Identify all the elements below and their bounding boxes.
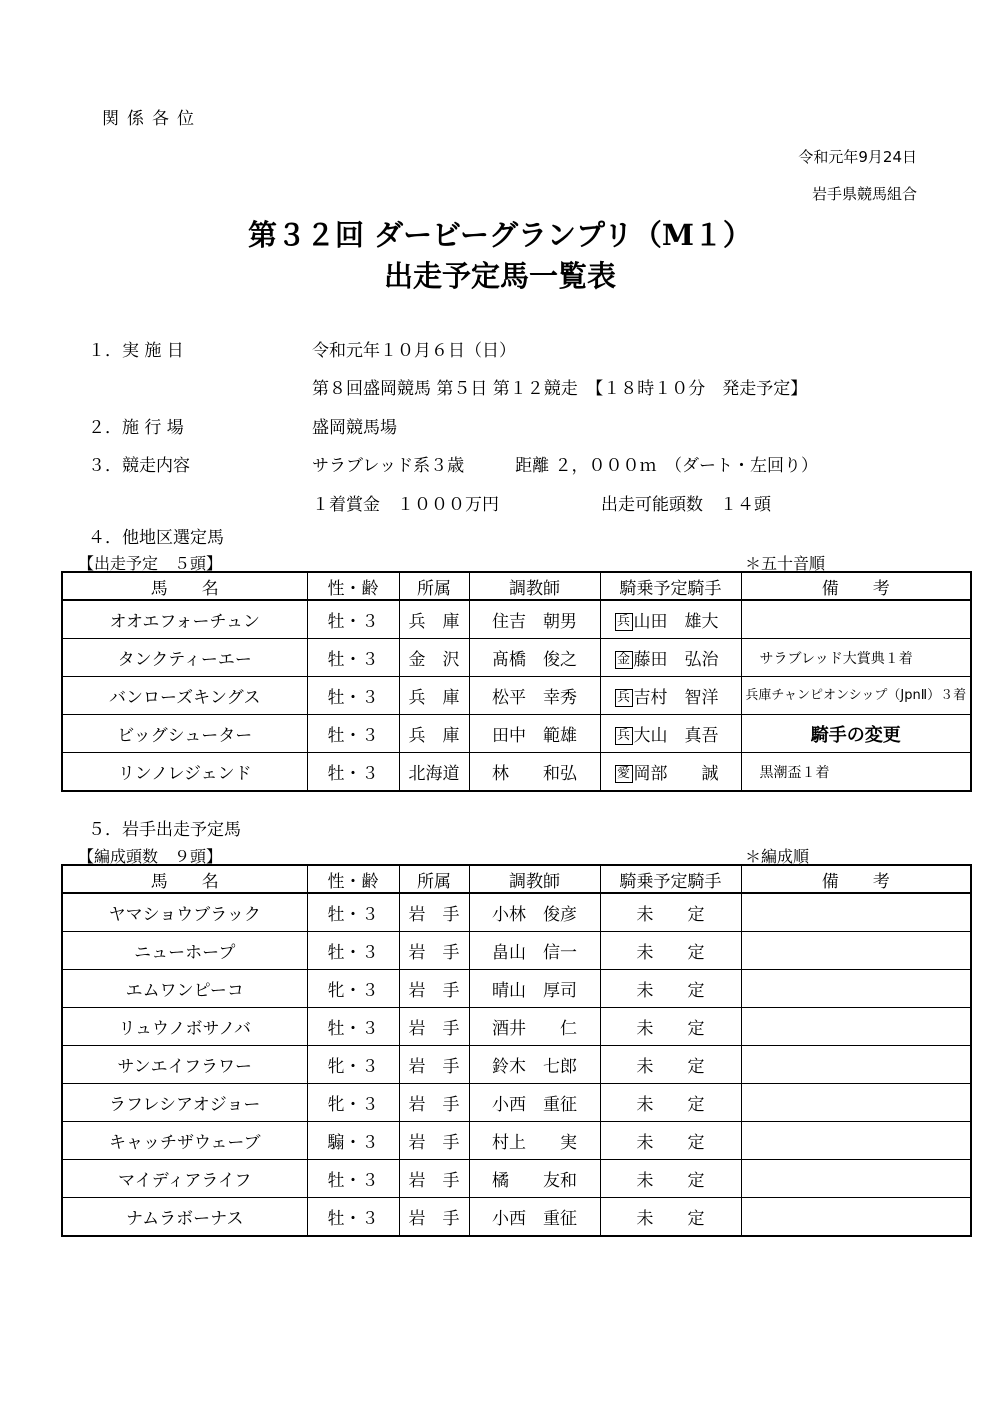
- remarks: [741, 1084, 971, 1122]
- trainer: 橘 友和: [469, 1160, 600, 1198]
- sex-age: 牡・３: [307, 893, 399, 932]
- horse-name: ナムラボーナス: [62, 1198, 307, 1237]
- trainer: 村上 実: [469, 1122, 600, 1160]
- organization: 岩手県競馬組合: [811, 185, 917, 203]
- affiliation: 兵 庫: [399, 677, 469, 715]
- sex-age: 牝・３: [307, 970, 399, 1008]
- section5-subheading: 【編成頭数 ９頭】: [78, 847, 223, 866]
- sex-age: 牡・３: [307, 677, 399, 715]
- horse-name: リンノレジェンド: [62, 753, 307, 792]
- affiliation: 岩 手: [399, 970, 469, 1008]
- region-badge: 愛: [615, 765, 633, 783]
- date-value: 令和元年１０月６日（日）: [312, 341, 516, 361]
- remarks: [741, 1160, 971, 1198]
- remarks: サラブレッド大賞典１着: [741, 639, 971, 677]
- horse-name: キャッチザウェーブ: [62, 1122, 307, 1160]
- region-badge: 兵: [615, 727, 633, 745]
- region-badge: 兵: [615, 613, 633, 631]
- sex-age: 牝・３: [307, 1046, 399, 1084]
- venue-label: ２．施 行 場: [88, 418, 184, 438]
- sex-age: 牝・３: [307, 1084, 399, 1122]
- jockey: 藤田 弘治: [633, 650, 719, 670]
- affiliation: 兵 庫: [399, 715, 469, 753]
- section4-subheading: 【出走予定 ５頭】: [78, 554, 223, 573]
- table-row: [62, 753, 971, 792]
- trainer: 林 和弘: [469, 753, 600, 792]
- horse-name: エムワンピーコ: [62, 970, 307, 1008]
- sex-age: 牡・３: [307, 600, 399, 639]
- table-row: [62, 1198, 971, 1237]
- remarks: [741, 1008, 971, 1046]
- affiliation: 岩 手: [399, 1008, 469, 1046]
- addressee: 関係各位: [102, 109, 202, 129]
- iwate-horses-table: [61, 864, 972, 1237]
- jockey: 未 定: [600, 893, 741, 932]
- affiliation: 北海道: [399, 753, 469, 792]
- section5-heading: ５．岩手出走予定馬: [88, 820, 241, 840]
- table-row: [62, 1160, 971, 1198]
- table-row: [62, 600, 971, 639]
- trainer: 小西 重征: [469, 1198, 600, 1237]
- col-header-trainer: 調教師: [469, 572, 600, 600]
- table-header-row: [62, 572, 971, 600]
- table-row: [62, 1046, 971, 1084]
- jockey-cell: [600, 677, 741, 715]
- content-value: サラブレッド系３歳 距離 ２，０００ｍ （ダート・左回り）: [312, 456, 819, 476]
- horse-name: ニューホープ: [62, 932, 307, 970]
- horse-name: リュウノボサノバ: [62, 1008, 307, 1046]
- jockey: 未 定: [600, 1084, 741, 1122]
- trainer: 田中 範雄: [469, 715, 600, 753]
- horse-name: サンエイフラワー: [62, 1046, 307, 1084]
- content-label: ３．競走内容: [88, 456, 190, 476]
- trainer: 小西 重征: [469, 1084, 600, 1122]
- date-label: １．実 施 日: [88, 341, 184, 361]
- table-row: [62, 677, 971, 715]
- affiliation: 岩 手: [399, 1046, 469, 1084]
- affiliation: 岩 手: [399, 932, 469, 970]
- content-detail: １着賞金 １０００万円 出走可能頭数 １４頭: [312, 495, 771, 515]
- region-badge: 金: [615, 651, 633, 669]
- date-detail: 第８回盛岡競馬 第５日 第１２競走 【１８時１０分 発走予定】: [312, 379, 808, 399]
- remarks: [741, 1122, 971, 1160]
- remarks: 黒潮盃１着: [741, 753, 971, 792]
- table-row: [62, 893, 971, 932]
- jockey: 未 定: [600, 1198, 741, 1237]
- remarks: 騎手の変更: [741, 715, 971, 753]
- remarks: [741, 1198, 971, 1237]
- horse-name: バンローズキングス: [62, 677, 307, 715]
- other-horses-table: [61, 571, 972, 792]
- sex-age: 牡・３: [307, 932, 399, 970]
- affiliation: 岩 手: [399, 1084, 469, 1122]
- jockey: 未 定: [600, 970, 741, 1008]
- horse-name: マイディアライフ: [62, 1160, 307, 1198]
- jockey: 未 定: [600, 1122, 741, 1160]
- jockey-cell: [600, 715, 741, 753]
- col-header-jockey: 騎乗予定騎手: [600, 865, 741, 893]
- section5-order-note: ＊編成順: [745, 847, 810, 866]
- trainer: 住吉 朝男: [469, 600, 600, 639]
- venue-value: 盛岡競馬場: [312, 418, 397, 438]
- trainer: 畠山 信一: [469, 932, 600, 970]
- horse-name: タンクティーエー: [62, 639, 307, 677]
- issue-date: 令和元年9月24日: [798, 148, 917, 166]
- jockey: 未 定: [600, 1046, 741, 1084]
- trainer: 晴山 厚司: [469, 970, 600, 1008]
- remarks: [741, 893, 971, 932]
- affiliation: 岩 手: [399, 893, 469, 932]
- trainer: 酒井 仁: [469, 1008, 600, 1046]
- sex-age: 牡・３: [307, 1160, 399, 1198]
- table-row: [62, 970, 971, 1008]
- horse-name: ラフレシアオジョー: [62, 1084, 307, 1122]
- col-header-sexage: 性・齢: [307, 865, 399, 893]
- jockey: 吉村 智洋: [633, 688, 719, 708]
- affiliation: 金 沢: [399, 639, 469, 677]
- col-header-sexage: 性・齢: [307, 572, 399, 600]
- remarks: [741, 1046, 971, 1084]
- remarks: [741, 970, 971, 1008]
- jockey-cell: [600, 639, 741, 677]
- col-header-trainer: 調教師: [469, 865, 600, 893]
- col-header-affiliation: 所属: [399, 572, 469, 600]
- col-header-jockey: 騎乗予定騎手: [600, 572, 741, 600]
- table-row: [62, 639, 971, 677]
- sex-age: 牡・３: [307, 753, 399, 792]
- sex-age: 牡・３: [307, 715, 399, 753]
- sex-age: 騸・３: [307, 1122, 399, 1160]
- jockey-cell: [600, 600, 741, 639]
- horse-name: ヤマショウブラック: [62, 893, 307, 932]
- remarks: 兵庫チャンピオンシップ（JpnⅡ）３着: [741, 677, 971, 715]
- affiliation: 兵 庫: [399, 600, 469, 639]
- affiliation: 岩 手: [399, 1122, 469, 1160]
- table-row: [62, 1008, 971, 1046]
- jockey: 未 定: [600, 1160, 741, 1198]
- page-title: 第３２回 ダービーグランプリ（M１）: [248, 218, 752, 252]
- region-badge: 兵: [615, 689, 633, 707]
- table-row: [62, 1122, 971, 1160]
- jockey: 未 定: [600, 932, 741, 970]
- table-row: [62, 1084, 971, 1122]
- remarks: [741, 600, 971, 639]
- horse-name: ビッグシューター: [62, 715, 307, 753]
- col-header-name: 馬 名: [62, 572, 307, 600]
- section4-heading: ４．他地区選定馬: [88, 528, 224, 548]
- jockey: 山田 雄大: [633, 612, 719, 632]
- trainer: 鈴木 七郎: [469, 1046, 600, 1084]
- sex-age: 牡・３: [307, 1008, 399, 1046]
- col-header-remarks: 備 考: [741, 865, 971, 893]
- affiliation: 岩 手: [399, 1198, 469, 1237]
- col-header-name: 馬 名: [62, 865, 307, 893]
- remarks: [741, 932, 971, 970]
- page-subtitle: 出走予定馬一覧表: [383, 259, 616, 293]
- sex-age: 牡・３: [307, 639, 399, 677]
- table-row: [62, 932, 971, 970]
- horse-name: オオエフォーチュン: [62, 600, 307, 639]
- trainer: 小林 俊彦: [469, 893, 600, 932]
- affiliation: 岩 手: [399, 1160, 469, 1198]
- table-header-row: [62, 865, 971, 893]
- jockey: 未 定: [600, 1008, 741, 1046]
- table-row: [62, 715, 971, 753]
- trainer: 髙橋 俊之: [469, 639, 600, 677]
- jockey: 岡部 誠: [633, 764, 719, 784]
- section4-order-note: ＊五十音順: [745, 554, 826, 573]
- col-header-affiliation: 所属: [399, 865, 469, 893]
- col-header-remarks: 備 考: [741, 572, 971, 600]
- sex-age: 牡・３: [307, 1198, 399, 1237]
- trainer: 松平 幸秀: [469, 677, 600, 715]
- jockey-cell: [600, 753, 741, 792]
- jockey: 大山 真吾: [633, 726, 719, 746]
